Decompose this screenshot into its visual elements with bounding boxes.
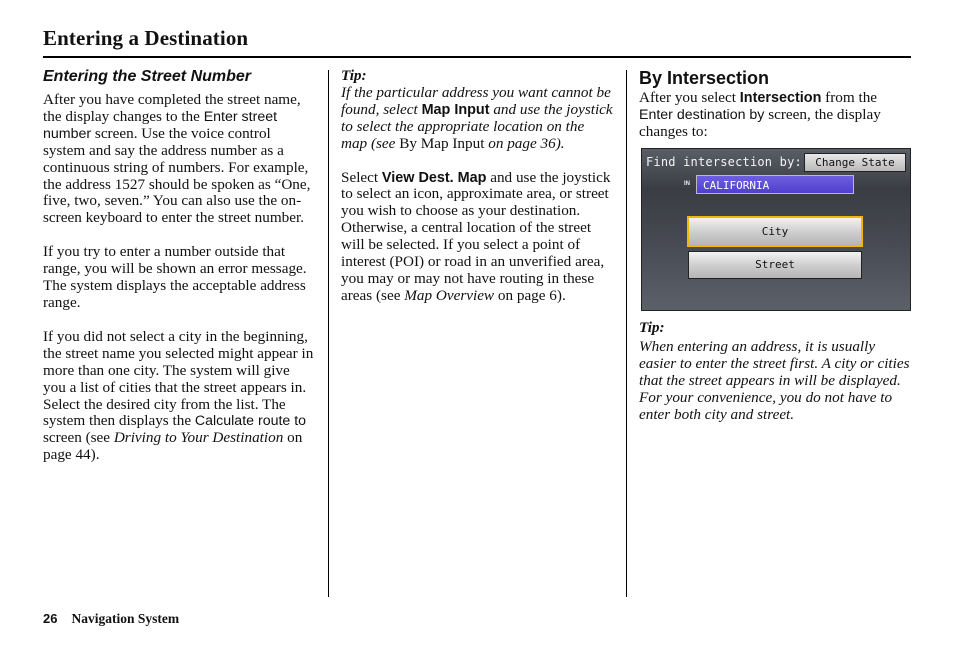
book-title: Navigation System [71, 611, 180, 626]
section-heading: By Intersection [639, 68, 770, 88]
ui-term: Map Input [421, 101, 490, 118]
text: on page 44). [43, 429, 303, 464]
change-state-button[interactable]: Change State [804, 153, 906, 172]
paragraph [43, 329, 315, 464]
tip-block [639, 320, 914, 440]
cross-reference: Map Overview [404, 286, 495, 304]
screen-title: Find intersection by: [646, 155, 802, 169]
ui-term: Enter street number [43, 108, 278, 142]
text: screen. Use the voice control system and say the address number as a continuous string of numbers. For example, the address 1527 should be spoken as “One, five, two, seven.” You can also use the on-screen keyboard to enter the street number. [43, 124, 311, 227]
street-button[interactable]: Street [688, 251, 862, 279]
tip-label: Tip: [341, 67, 367, 84]
text: After you select [639, 89, 740, 106]
text: on page 6). [494, 286, 566, 304]
text: Select [341, 168, 382, 186]
text: on page 36). [484, 134, 565, 152]
text: screen, the display changes to: [639, 105, 881, 140]
text: If you did not select a city in the beginning, the street name you selected might appear in more than one city. The system will give you a list of cities that the street appears in. Select the desired city from the list. The system then displays the [43, 327, 314, 430]
text: and use the joystick to select an icon, approximate area, or street you wish to choose as your destination. Otherwise, a central location of the street will be selected. If you select a point of interest (POI) or road in an unverified area, you may or may not have routing in these areas (see [341, 168, 611, 304]
cross-reference: Driving to Your Destination [113, 429, 284, 447]
text: and use the joystick to select the appropriate location on the map (see [341, 100, 613, 152]
state-field[interactable]: CALIFORNIA [696, 175, 854, 194]
column-2 [341, 68, 613, 322]
paragraph [639, 90, 914, 141]
ui-term: Calculate route to [194, 413, 307, 430]
footer [43, 611, 179, 627]
tip-label: Tip: [639, 319, 665, 336]
find-intersection-screen [641, 148, 911, 311]
column-3 [639, 68, 914, 141]
page-title: Entering a Destination [43, 26, 249, 50]
section-heading: Entering the Street Number [43, 68, 252, 85]
text: If the particular address you want cannot be found, select [341, 83, 611, 118]
tip-text: When entering an address, it is usually easier to enter the street first. A city or cities that the street appears in will be displayed. For your convenience, you do not have to enter both city and street. [639, 337, 910, 423]
cross-reference: By Map Input [399, 134, 485, 152]
ui-term: Intersection [739, 90, 822, 106]
tip-text [341, 85, 613, 153]
column-divider [626, 70, 627, 597]
text: screen (see [43, 429, 114, 447]
paragraph [341, 170, 613, 305]
column-1 [43, 68, 315, 481]
page-number: 26 [43, 611, 58, 626]
city-button[interactable]: City [687, 216, 863, 247]
in-label: IN [684, 181, 690, 187]
paragraph [43, 92, 315, 227]
column-divider [328, 70, 329, 597]
ui-term: View Dest. Map [381, 169, 487, 186]
paragraph: If you try to enter a number outside that range, you will be shown an error message. The system displays the acceptable address range. [43, 243, 307, 311]
header-rule [43, 56, 911, 58]
text: from the [821, 89, 878, 106]
ui-term: Enter destination by [639, 106, 765, 123]
text: After you have completed the street name, the display changes to the [43, 91, 301, 125]
